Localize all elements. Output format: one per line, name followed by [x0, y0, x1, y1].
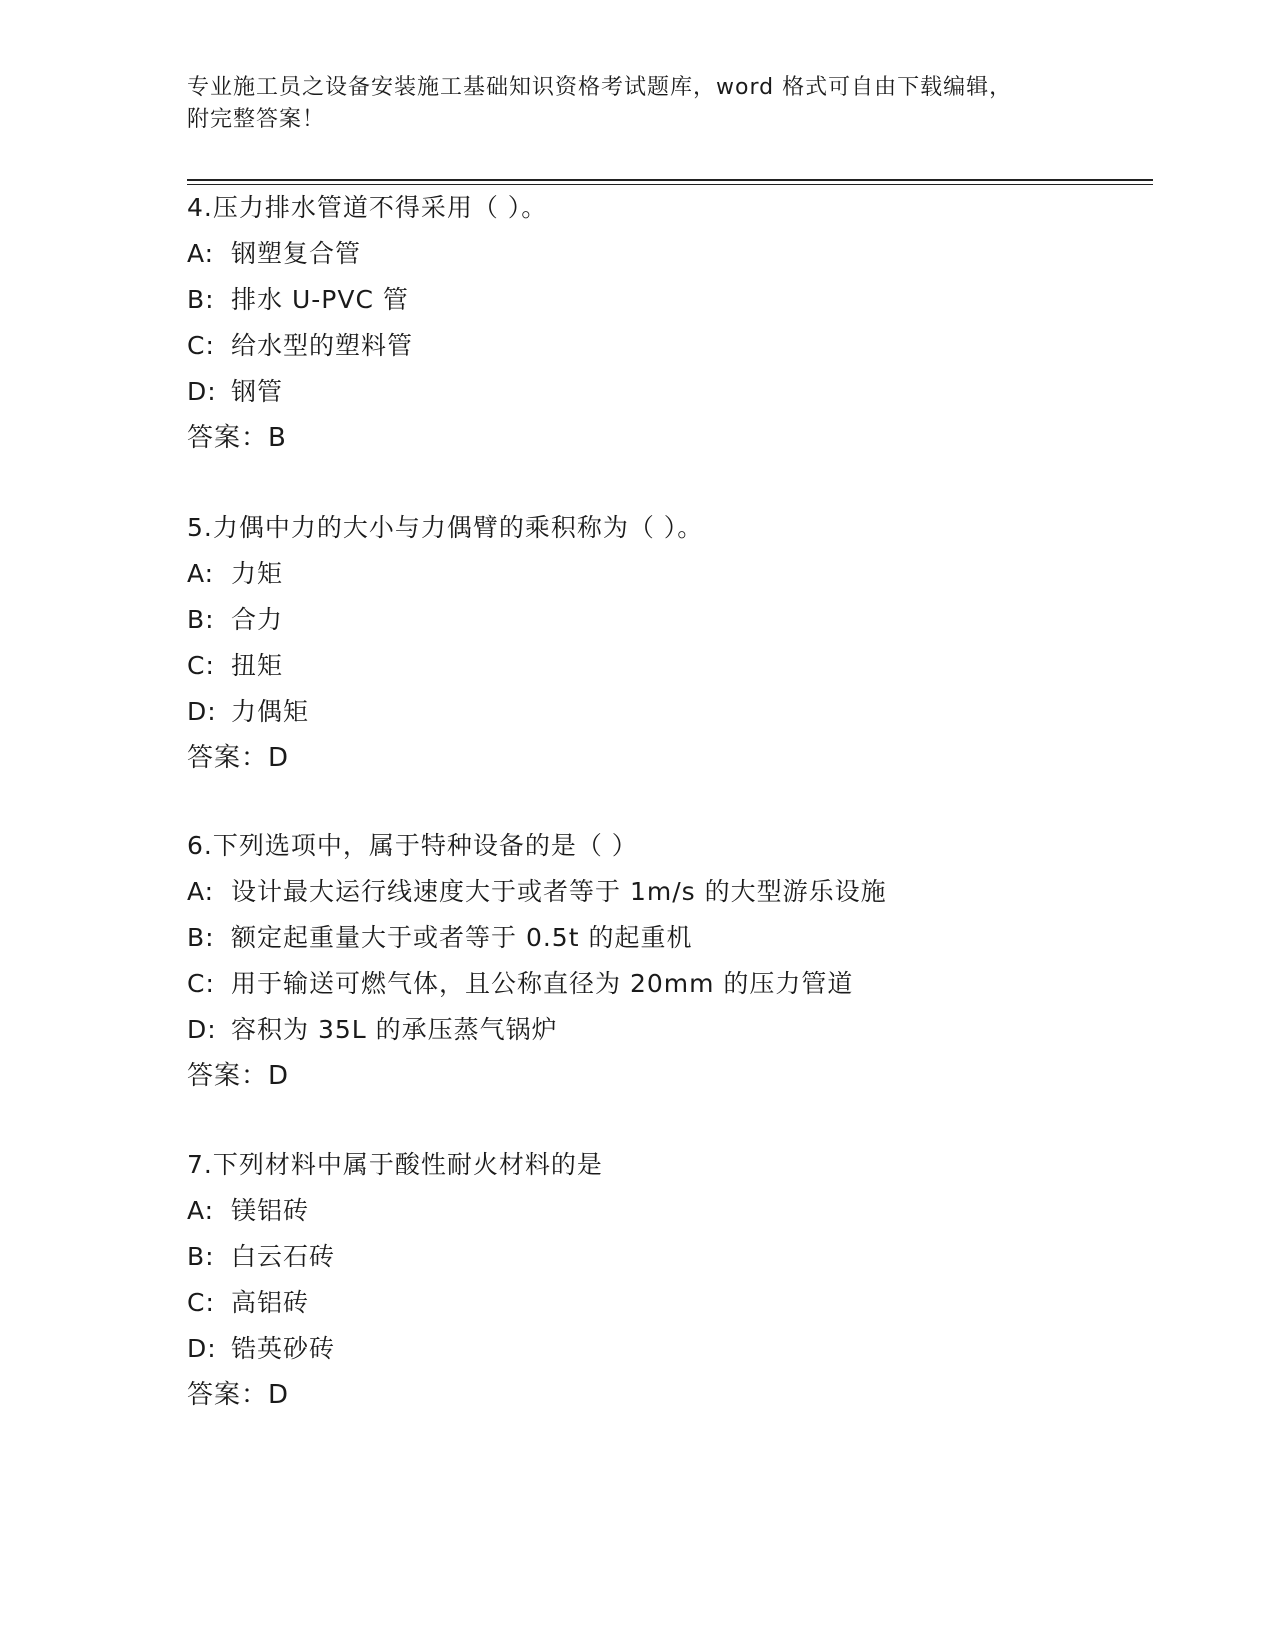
option-letter: B:: [187, 1242, 215, 1271]
option-text: 镁铝砖: [231, 1196, 310, 1225]
option-d: [187, 1007, 1147, 1053]
document-header: [187, 72, 1087, 136]
option-letter: C:: [187, 331, 215, 360]
answer-line: 答案：B: [187, 423, 287, 453]
answer-line: 答案：D: [187, 1061, 290, 1091]
option-a: [187, 869, 1147, 915]
question-block: [187, 185, 1147, 461]
option-text: 设计最大运行线速度大于或者等于 1m/s 的大型游乐设施: [231, 877, 887, 906]
option-text: 钢管: [231, 377, 284, 406]
option-d: [187, 369, 1147, 415]
question-stem: 6.下列选项中，属于特种设备的是（ ）: [187, 831, 638, 860]
option-letter: D:: [187, 377, 217, 406]
option-letter: A:: [187, 877, 215, 906]
header-line-1: 专业施工员之设备安装施工基础知识资格考试题库，word 格式可自由下载编辑，: [187, 75, 1013, 100]
option-text: 锆英砂砖: [231, 1334, 336, 1363]
question-block: [187, 1142, 1147, 1418]
option-c: [187, 1280, 1147, 1326]
option-letter: D:: [187, 1334, 217, 1363]
option-letter: B:: [187, 923, 215, 952]
option-text: 合力: [231, 605, 284, 634]
option-d: [187, 1326, 1147, 1372]
option-c: [187, 961, 1147, 1007]
option-b: [187, 1234, 1147, 1280]
option-text: 给水型的塑料管: [231, 331, 414, 360]
option-text: 容积为 35L 的承压蒸气锅炉: [231, 1015, 558, 1044]
option-letter: D:: [187, 1015, 217, 1044]
option-text: 排水 U-PVC 管: [231, 285, 409, 314]
option-c: [187, 323, 1147, 369]
option-c: [187, 643, 1147, 689]
option-a: [187, 231, 1147, 277]
option-text: 白云石砖: [231, 1242, 336, 1271]
question-block: [187, 505, 1147, 781]
header-divider-thick: [187, 179, 1153, 181]
answer-line: 答案：D: [187, 1380, 290, 1410]
option-text: 力矩: [231, 559, 284, 588]
answer-line: 答案：D: [187, 743, 290, 773]
option-b: [187, 597, 1147, 643]
option-letter: B:: [187, 285, 215, 314]
option-text: 钢塑复合管: [231, 239, 362, 268]
option-text: 扭矩: [231, 651, 284, 680]
option-letter: C:: [187, 969, 215, 998]
option-text: 用于输送可燃气体，且公称直径为 20mm 的压力管道: [231, 969, 854, 998]
option-letter: A:: [187, 559, 215, 588]
option-a: [187, 1188, 1147, 1234]
question-stem: 5.力偶中力的大小与力偶臂的乘积称为（ ）。: [187, 513, 704, 542]
option-b: [187, 915, 1147, 961]
option-letter: B:: [187, 605, 215, 634]
option-text: 力偶矩: [231, 697, 310, 726]
option-letter: C:: [187, 651, 215, 680]
option-text: 高铝砖: [231, 1288, 310, 1317]
option-letter: A:: [187, 239, 215, 268]
option-letter: A:: [187, 1196, 215, 1225]
option-d: [187, 689, 1147, 735]
option-b: [187, 277, 1147, 323]
header-line-2: 附完整答案！: [187, 107, 326, 132]
option-a: [187, 551, 1147, 597]
question-block: [187, 823, 1147, 1099]
question-stem: 7.下列材料中属于酸性耐火材料的是: [187, 1150, 603, 1179]
option-letter: C:: [187, 1288, 215, 1317]
option-letter: D:: [187, 697, 217, 726]
option-text: 额定起重量大于或者等于 0.5t 的起重机: [231, 923, 693, 952]
question-stem: 4.压力排水管道不得采用（ ）。: [187, 193, 548, 222]
